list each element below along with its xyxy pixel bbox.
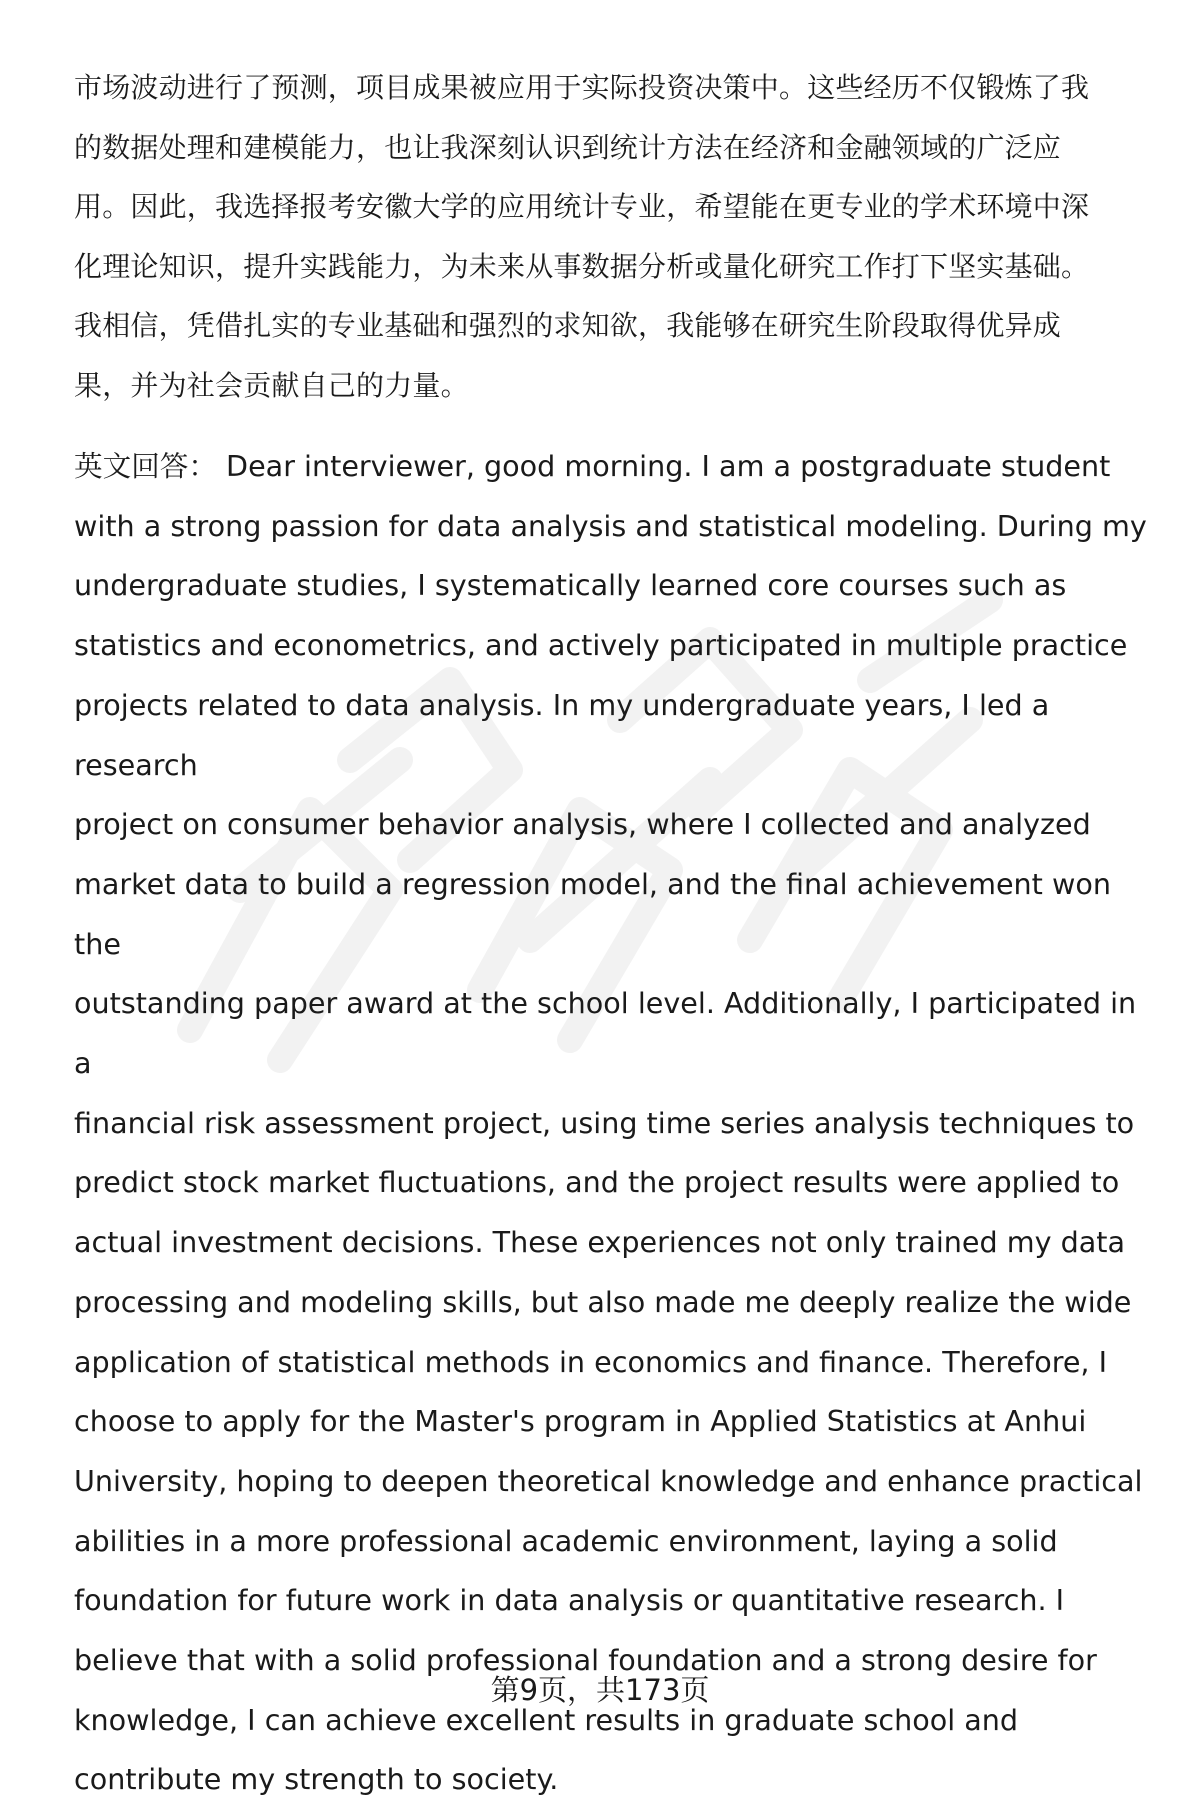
document-body xyxy=(74,58,1159,1810)
chinese-answer-paragraph: 市场波动进行了预测，项目成果被应用于实际投资决策中。这些经历不仅锻炼了我 的数据处理和建模能力，也让我深刻认识到统计方法在经济和金融领域的广泛应 用。因此，我选择报考安徽大学的应用统计专业，希望能在更专业的学术环境中深 化理论知识，提升实践能力，为未来从事数据分析或量化研究工作打下坚实基础。 我相信，凭借扎实的专业基础和强烈的求知欲，我能够在研究生阶段取得优异成 果，并为社会贡献自己的力量。 xyxy=(74,71,1090,402)
page-number-footer: 第9页，共173页 xyxy=(490,1673,710,1707)
english-answer-paragraph: 英文回答： Dear interviewer, good morning. I am a postgraduate student with a strong passion for data analysis and statistical modeling. During my undergraduate studies, I systematically learned core courses such as statistics and econometrics, and actively participated in multiple practice projects related to data analysis. In my undergraduate years, I led a research project on consumer behavior analysis, where I collected and analyzed market data to build a regression model, and the final achievement won the outstanding paper award at the school level. Additionally, I participated in a financial risk assessment project, using time series analysis techniques to predict stock market fluctuations, and the project results were applied to actual investment decisions. These experiences not only trained my data processing and modeling skills, but also made me deeply realize the wide application of statistical methods in economics and finance. Therefore, I choose to apply for the Master's program in Applied Statistics at Anhui University, hoping to deepen theoretical knowledge and enhance practical abilities in a more professional academic environment, laying a solid foundation for future work in data analysis or quantitative research. I believe that with a solid professional foundation and a strong desire for knowledge, I can achieve excellent results in graduate school and contribute my strength to society. xyxy=(74,449,1147,1797)
